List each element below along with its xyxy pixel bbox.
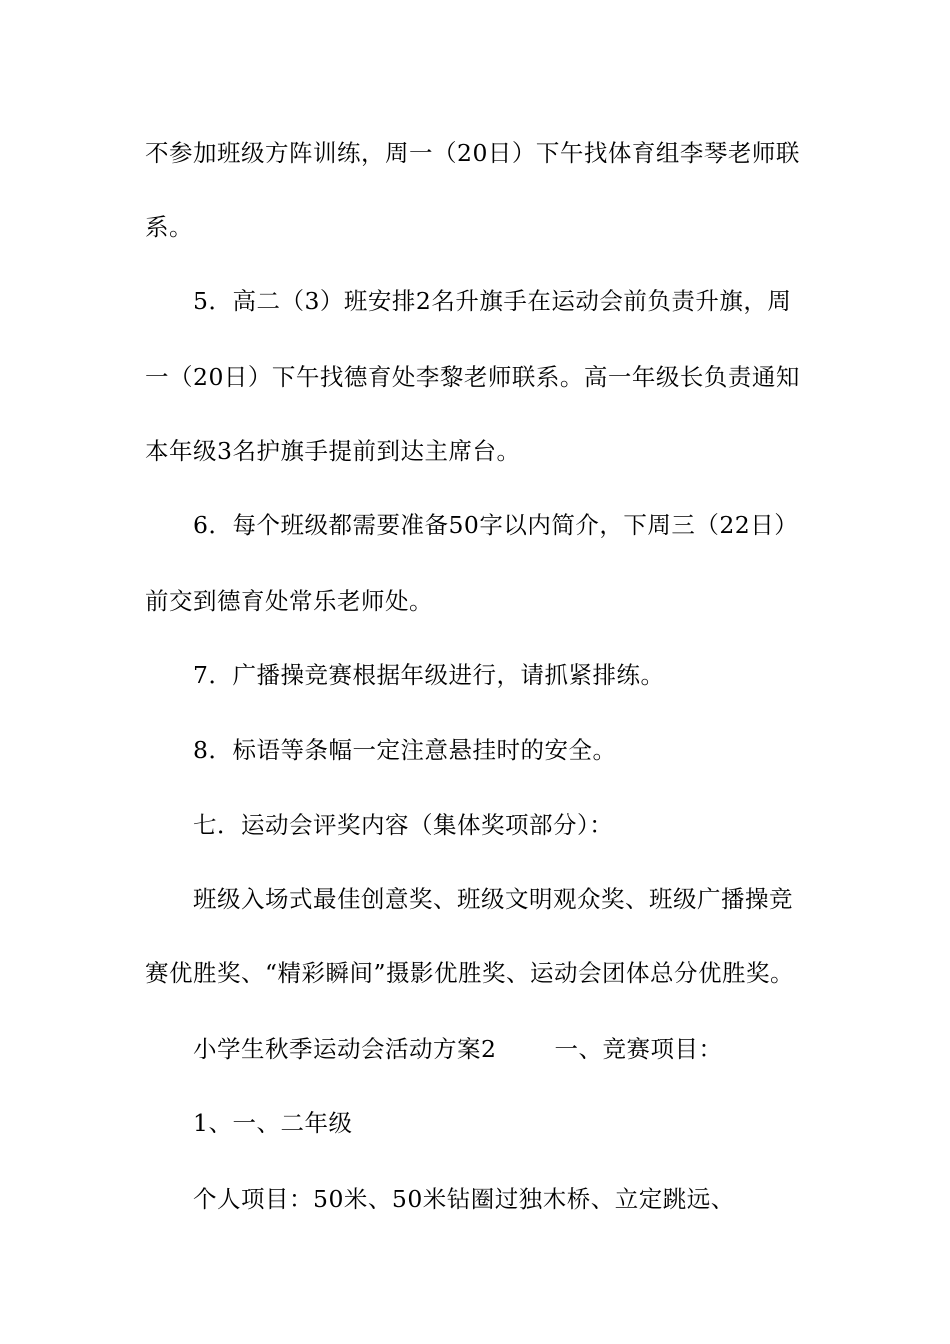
text-line: 5．高二（3）班安排2名升旗手在运动会前负责升旗，周 xyxy=(193,287,792,315)
text-line: 不参加班级方阵训练，周一（20日）下午找体育组李琴老师联 xyxy=(145,139,800,167)
heading-line xyxy=(193,1034,873,1064)
text-line: 6．每个班级都需要准备50字以内简介，下周三（22日） xyxy=(193,511,799,539)
text-line: 本年级3名护旗手提前到达主席台。 xyxy=(145,437,521,465)
text-line: 个人项目：50米、50米钻圈过独木桥、立定跳远、 xyxy=(193,1185,735,1213)
text-line: 8．标语等条幅一定注意悬挂时的安全。 xyxy=(193,736,617,764)
text-line: 一（20日）下午找德育处李黎老师联系。高一年级长负责通知 xyxy=(145,363,800,391)
document-title: 小学生秋季运动会活动方案2 xyxy=(193,1035,497,1063)
text-line: 系。 xyxy=(145,213,193,241)
text-line: 班级入场式最佳创意奖、班级文明观众奖、班级广播操竞 xyxy=(193,885,793,913)
section-heading: 七．运动会评奖内容（集体奖项部分）： xyxy=(193,811,614,839)
text-line: 7．广播操竞赛根据年级进行，请抓紧排练。 xyxy=(193,661,665,689)
text-line: 前交到德育处常乐老师处。 xyxy=(145,587,433,615)
text-line: 1、一、二年级 xyxy=(193,1109,353,1137)
text-line: 赛优胜奖、“精彩瞬间”摄影优胜奖、运动会团体总分优胜奖。 xyxy=(145,959,795,987)
section-heading: 一、竞赛项目： xyxy=(554,1035,723,1063)
